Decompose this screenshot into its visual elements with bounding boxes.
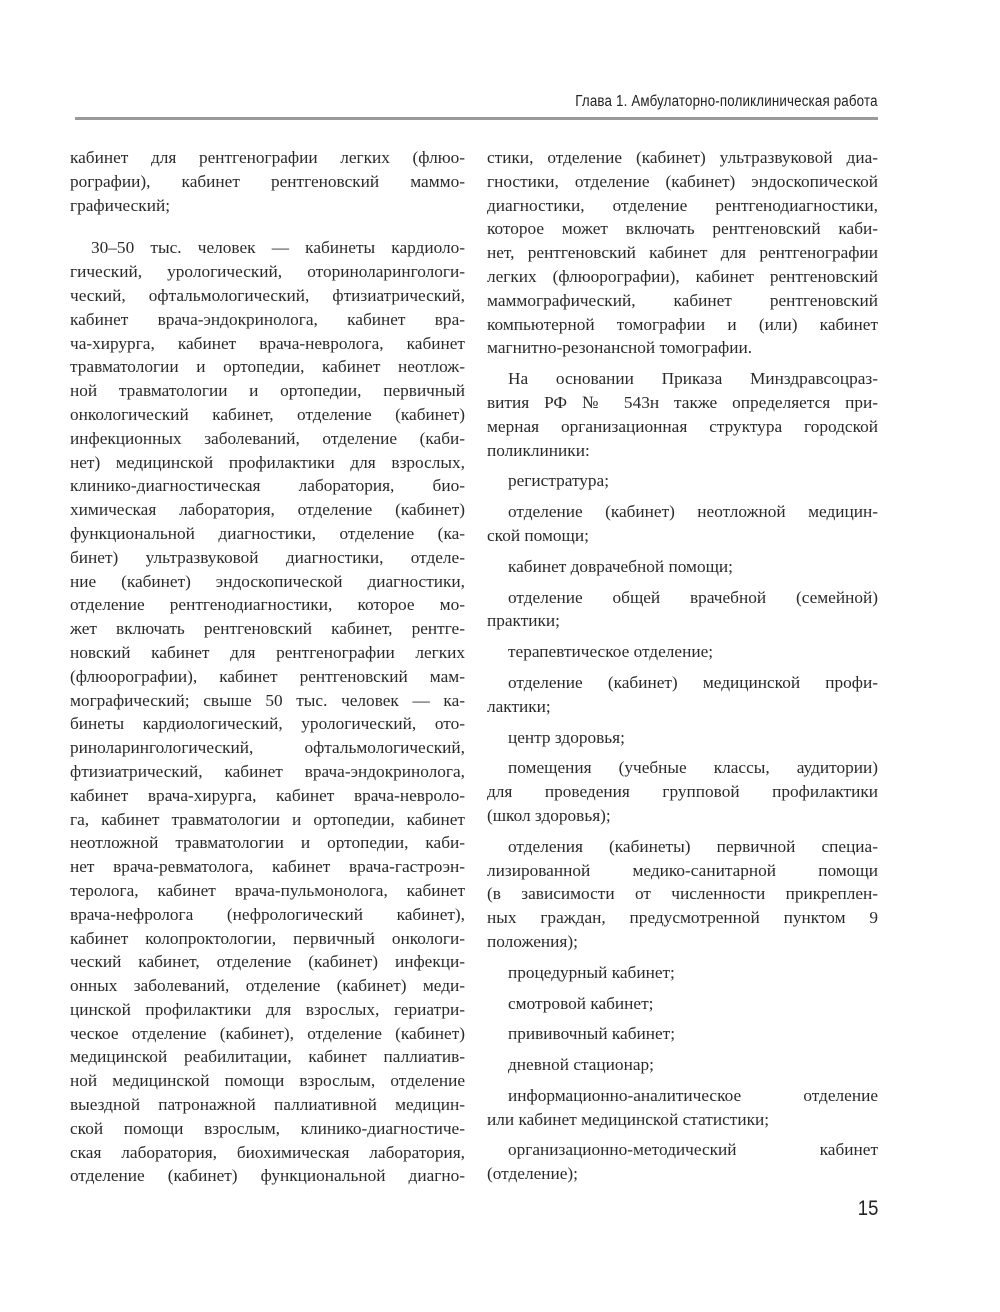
text-line: отделение (кабинет) медицинской профи-: [508, 672, 878, 692]
text-line: отделение (кабинет) функциональной диагно-: [70, 1166, 465, 1186]
paragraph: [487, 992, 878, 1016]
text-line: нет, рентгеновский кабинет для рентгенографии: [487, 243, 878, 263]
paragraph: [487, 1053, 878, 1077]
text-line: диагностики, отделение рентгенодиагностики,: [487, 195, 878, 215]
text-line: врача-нефролога (нефрологический кабинет),: [70, 904, 465, 924]
paragraph: [487, 961, 878, 985]
text-line: графический;: [70, 195, 171, 215]
text-line: вития РФ № 543н также определяется при-: [487, 392, 878, 412]
text-line: регистратура;: [508, 471, 610, 491]
paragraph: [487, 555, 878, 579]
text-line: клинико-диагностическая лаборатория, био-: [70, 476, 465, 496]
text-line: риноларингологический, офтальмологический,: [70, 738, 465, 758]
text-line: кабинет для рентгенографии легких (флюо-: [70, 148, 465, 167]
text-line: информационно-аналитическое отделение: [508, 1085, 878, 1105]
text-line: инфекционных заболеваний, отделение (каби-: [70, 428, 465, 448]
paragraph: [487, 146, 878, 360]
text-line: дневной стационар;: [508, 1055, 654, 1075]
text-line: мографический; свыше 50 тыс. человек — ка-: [70, 690, 465, 710]
text-line: бинеты кардиологический, урологический, ото-: [70, 714, 465, 734]
text-line: (отделение);: [487, 1164, 578, 1184]
text-line: гностики, отделение (кабинет) эндоскопической: [487, 171, 878, 191]
header-rule: [75, 117, 878, 120]
text-line: процедурный кабинет;: [508, 962, 675, 982]
text-line: неотложной травматологии и ортопедии, каби-: [70, 833, 465, 853]
text-line: ской помощи взрослым, клинико-диагностиче-: [70, 1118, 465, 1138]
text-line: новский кабинет для рентгенографии легких: [70, 642, 465, 662]
text-line: ской помощи;: [487, 525, 589, 545]
paragraph: [487, 1138, 878, 1186]
text-line: кабинет доврачебной помощи;: [508, 556, 733, 576]
text-line: отделение общей врачебной (семейной): [508, 587, 878, 607]
paragraph: [487, 671, 878, 719]
paragraph: [487, 756, 878, 827]
text-line: кабинет врача-хирурга, кабинет врача-невроло-: [70, 785, 465, 805]
text-line: стики, отделение (кабинет) ультразвуковой диа-: [487, 148, 878, 167]
text-line: гический, урологический, оториноларингологи-: [70, 262, 465, 282]
text-line: смотровой кабинет;: [508, 993, 654, 1013]
text-line: лактики;: [487, 696, 551, 716]
paragraph: [487, 640, 878, 664]
text-line: для проведения групповой профилактики: [487, 782, 878, 802]
text-line: отделения (кабинеты) первичной специа-: [508, 836, 878, 856]
text-line: га, кабинет травматологии и ортопедии, кабинет: [70, 809, 465, 829]
text-line: фтизиатрический, кабинет врача-эндокринолога,: [70, 761, 465, 781]
paragraph: [487, 726, 878, 750]
text-line: цинской профилактики для взрослых, гериатри-: [70, 999, 465, 1019]
text-line: терапевтическое отделение;: [508, 642, 714, 662]
text-line: или кабинет медицинской статистики;: [487, 1109, 770, 1129]
text-line: жет включать рентгеновский кабинет, рентге-: [70, 619, 465, 639]
paragraph: [487, 835, 878, 954]
text-line: ной медицинской помощи взрослым, отделение: [70, 1071, 465, 1091]
text-line: (школ здоровья);: [487, 805, 611, 825]
paragraph: [487, 500, 878, 548]
paragraph: [487, 1022, 878, 1046]
paragraph: [487, 469, 878, 493]
text-line: легких (флюорографии), кабинет рентгеновский: [487, 266, 878, 286]
text-line: ной травматологии и ортопедии, первичный: [70, 381, 465, 401]
text-line: медицинской реабилитации, кабинет паллиатив-: [70, 1047, 465, 1067]
text-line: компьютерной томографии и (или) кабинет: [487, 314, 878, 334]
text-line: теролога, кабинет врача-пульмонолога, кабинет: [70, 880, 465, 900]
text-line: которое может включать рентгеновский каби-: [487, 219, 878, 239]
text-line: центр здоровья;: [508, 727, 625, 747]
text-line: поликлиники:: [487, 440, 590, 460]
text-line: кабинет врача-эндокринолога, кабинет вра-: [70, 309, 465, 329]
text-line: ных граждан, предусмотренной пунктом 9: [487, 908, 878, 928]
text-line: ние (кабинет) эндоскопической диагностики,: [70, 571, 465, 591]
text-line: помещения (учебные классы, аудитории): [508, 758, 878, 778]
text-line: выездной патронажной паллиативной медицин-: [70, 1095, 465, 1115]
paragraph: [70, 146, 465, 217]
text-line: 30–50 тыс. человек — кабинеты кардиоло-: [91, 238, 465, 258]
text-line: онкологический кабинет, отделение (кабинет): [70, 404, 465, 424]
text-line: кабинет колопроктологии, первичный онкологи-: [70, 928, 465, 948]
text-line: (в зависимости от численности прикреплен-: [487, 884, 878, 904]
text-line: практики;: [487, 611, 560, 631]
paragraph: [487, 1084, 878, 1132]
paragraph: [487, 586, 878, 634]
text-line: нет) медицинской профилактики для взрослых,: [70, 452, 465, 472]
paragraph: [487, 367, 878, 462]
text-line: организационно-методический кабинет: [508, 1140, 878, 1160]
text-line: ча-хирурга, кабинет врача-невролога, кабинет: [70, 333, 465, 353]
text-line: химическая лаборатория, отделение (кабинет): [70, 500, 465, 520]
text-line: лизированной медико-санитарной помощи: [487, 860, 878, 880]
text-line: функциональной диагностики, отделение (ка-: [70, 523, 465, 543]
text-line: травматологии и ортопедии, кабинет неотлож-: [70, 357, 465, 377]
page-number: 15: [857, 1197, 878, 1220]
text-line: нет врача-ревматолога, кабинет врача-гастроэн-: [70, 857, 465, 877]
left-column: [70, 146, 465, 1195]
paragraph: [70, 236, 465, 1188]
text-line: ческое отделение (кабинет), отделение (кабинет): [70, 1023, 465, 1043]
text-line: прививочный кабинет;: [508, 1024, 676, 1044]
text-line: мерная организационная структура городской: [487, 416, 878, 436]
text-line: (флюорографии), кабинет рентгеновский мам-: [70, 666, 465, 686]
text-line: На основании Приказа Минздравсоцраз-: [508, 369, 878, 389]
text-line: ческий, офтальмологический, фтизиатрический,: [70, 285, 465, 305]
text-line: бинет) ультразвуковой диагностики, отделе-: [70, 547, 465, 567]
text-line: рографии), кабинет рентгеновский маммо-: [70, 171, 465, 191]
text-line: отделение рентгенодиагностики, которое мо-: [70, 595, 465, 615]
text-line: маммографический, кабинет рентгеновский: [487, 290, 878, 310]
running-head: Глава 1. Амбулаторно-поликлиническая работа: [575, 93, 878, 110]
text-line: ская лаборатория, биохимическая лаборатория,: [70, 1142, 465, 1162]
text-line: положения);: [487, 931, 578, 951]
text-line: ческий кабинет, отделение (кабинет) инфекци-: [70, 952, 465, 972]
right-column: [487, 146, 878, 1193]
text-line: онных заболеваний, отделение (кабинет) меди-: [70, 976, 465, 996]
text-line: отделение (кабинет) неотложной медицин-: [508, 502, 878, 522]
text-line: магнитно-резонансной томографии.: [487, 338, 753, 358]
